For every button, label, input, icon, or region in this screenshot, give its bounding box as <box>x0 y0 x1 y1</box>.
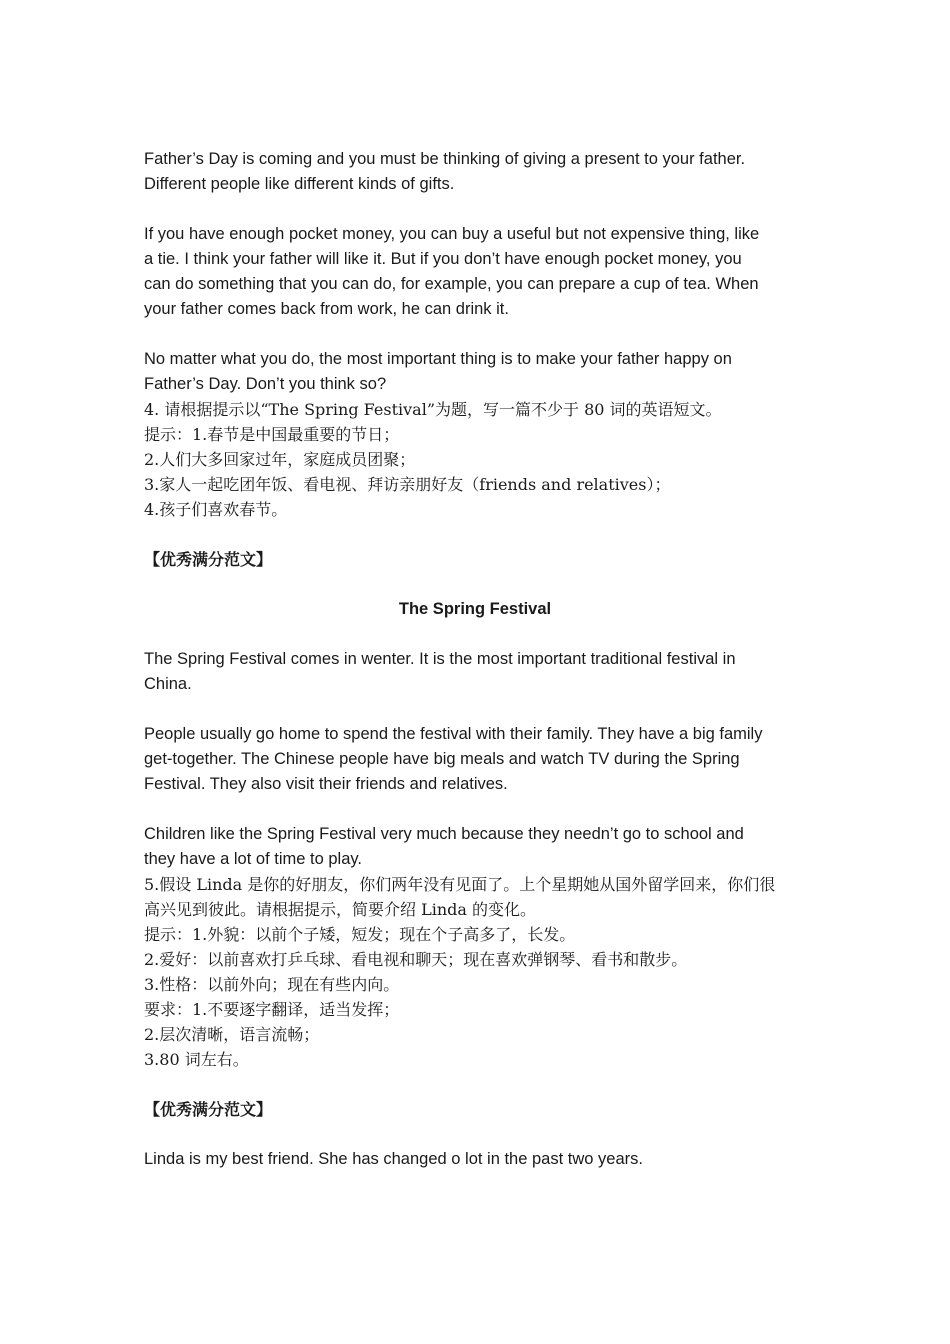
text-line: Father’s Day. Don’t you think so? <box>144 375 387 393</box>
text-line: China. <box>144 675 192 693</box>
task4-hint: 提示：1.春节是中国最重要的节日； <box>144 425 400 444</box>
task4-prompt: 4. 请根据提示以“The Spring Festival”为题，写一篇不少于 80 词的英语短文。 <box>144 400 722 419</box>
text-line: can do something that you can do, for example, you can prepare a cup of tea. When <box>144 275 759 293</box>
text-line: No matter what you do, the most important thing is to make your father happy on <box>144 350 732 368</box>
task4-hint: 3.家人一起吃团年饭、看电视、拜访亲朋好友（friends and relatives）； <box>144 475 671 494</box>
task5-requirement: 要求：1.不要逐字翻译，适当发挥； <box>144 1000 400 1019</box>
text-line: they have a lot of time to play. <box>144 850 362 868</box>
essay-title: The Spring Festival <box>398 600 552 618</box>
text-line: get-together. The Chinese people have big meals and watch TV during the Spring <box>144 750 740 768</box>
task5-hint: 2.爱好：以前喜欢打乒乓球、看电视和聊天；现在喜欢弹钢琴、看书和散步。 <box>144 950 688 969</box>
task4-hint: 4.孩子们喜欢春节。 <box>144 500 288 519</box>
document-body <box>144 147 814 1172</box>
essay1-paragraph-1 <box>144 147 814 197</box>
task5-hint: 提示：1.外貌：以前个子矮，短发；现在个子高多了，长发。 <box>144 925 576 944</box>
task4-essay-paragraph-2 <box>144 722 814 797</box>
text-line: People usually go home to spend the festival with their family. They have a big family <box>144 725 763 743</box>
essay1-paragraph-2 <box>144 222 814 322</box>
task5-requirement: 3.80 词左右。 <box>144 1050 249 1069</box>
text-line: Linda is my best friend. She has changed o lot in the past two years. <box>144 1150 643 1168</box>
task5-hint: 3.性格：以前外向；现在有些内向。 <box>144 975 400 994</box>
text-line: Festival. They also visit their friends and relatives. <box>144 775 508 793</box>
text-line: Different people like different kinds of gifts. <box>144 175 455 193</box>
task5-prompt: 5.假设 Linda 是你的好朋友，你们两年没有见面了。上个星期她从国外留学回来，你们很 <box>144 875 776 894</box>
task4-block <box>144 397 814 522</box>
essay1-paragraph-3 <box>144 347 814 397</box>
text-line: Children like the Spring Festival very much because they needn’t go to school and <box>144 825 744 843</box>
task5-block <box>144 872 814 1072</box>
task4-essay-paragraph-1 <box>144 647 814 697</box>
model-essay-heading: 【优秀满分范文】 <box>144 1100 273 1119</box>
task5-prompt: 高兴见到彼此。请根据提示，简要介绍 Linda 的变化。 <box>144 900 537 919</box>
task4-hint: 2.人们大多回家过年，家庭成员团聚； <box>144 450 416 469</box>
text-line: Father’s Day is coming and you must be thinking of giving a present to your father. <box>144 150 746 168</box>
text-line: your father comes back from work, he can drink it. <box>144 300 509 318</box>
model-essay-heading: 【优秀满分范文】 <box>144 550 273 569</box>
text-line: a tie. I think your father will like it. But if you don’t have enough pocket money, you <box>144 250 742 268</box>
text-line: If you have enough pocket money, you can buy a useful but not expensive thing, like <box>144 225 760 243</box>
task4-essay-paragraph-3 <box>144 822 814 872</box>
task5-requirement: 2.层次清晰，语言流畅； <box>144 1025 320 1044</box>
text-line: The Spring Festival comes in wenter. It is the most important traditional festival in <box>144 650 736 668</box>
